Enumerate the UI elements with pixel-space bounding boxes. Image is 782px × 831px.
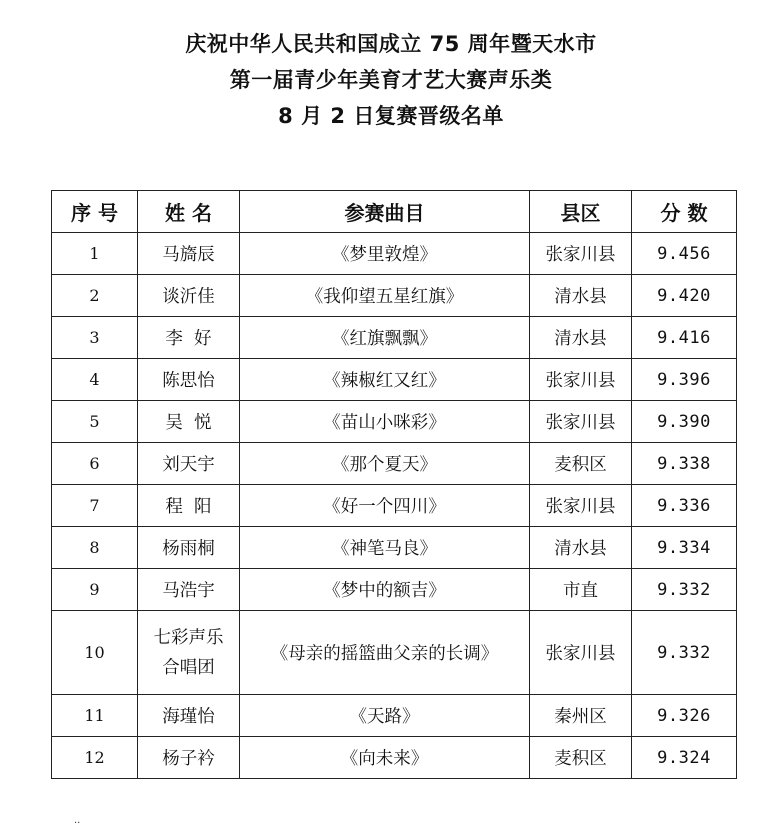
cell-name: 杨雨桐 [138, 527, 240, 569]
cell-number: 10 [52, 611, 138, 695]
cell-song: 《神笔马良》 [240, 527, 530, 569]
cell-song: 《梦中的额吉》 [240, 569, 530, 611]
cell-score: 9.396 [632, 359, 737, 401]
cell-number: 12 [52, 737, 138, 779]
table-row [52, 401, 737, 443]
cell-number: 3 [52, 317, 138, 359]
cell-district: 张家川县 [530, 485, 632, 527]
cell-name: 李 好 [138, 317, 240, 359]
cell-name: 谈沂佳 [138, 275, 240, 317]
header-number: 序 号 [52, 191, 138, 233]
cell-name: 吴 悦 [138, 401, 240, 443]
table-row [52, 275, 737, 317]
cell-name-line-1: 七彩声乐 [153, 627, 224, 648]
cell-score: 9.324 [632, 737, 737, 779]
cell-song: 《辣椒红又红》 [240, 359, 530, 401]
cell-score: 9.390 [632, 401, 737, 443]
cell-song: 《梦里敦煌》 [240, 233, 530, 275]
table-row [52, 359, 737, 401]
table-row [52, 527, 737, 569]
cell-district: 清水县 [530, 317, 632, 359]
cell-district: 市直 [530, 569, 632, 611]
cell-score: 9.332 [632, 569, 737, 611]
cell-score: 9.334 [632, 527, 737, 569]
cell-score: 9.416 [632, 317, 737, 359]
table-row [52, 443, 737, 485]
table-row [52, 569, 737, 611]
table-row [52, 485, 737, 527]
cell-song: 《红旗飘飘》 [240, 317, 530, 359]
cell-name-line-2: 合唱团 [162, 657, 215, 678]
cell-song: 《苗山小咪彩》 [240, 401, 530, 443]
footer-mark: ·· [74, 818, 81, 829]
header-song: 参赛曲目 [240, 191, 530, 233]
cell-song: 《母亲的摇篮曲父亲的长调》 [240, 611, 530, 695]
header-name: 姓 名 [138, 191, 240, 233]
cell-district: 秦州区 [530, 695, 632, 737]
cell-number: 1 [52, 233, 138, 275]
cell-number: 8 [52, 527, 138, 569]
table-header-row [52, 191, 737, 233]
cell-district: 清水县 [530, 275, 632, 317]
table-row [52, 233, 737, 275]
cell-name: 海瑾怡 [138, 695, 240, 737]
header-score: 分 数 [632, 191, 737, 233]
cell-score: 9.338 [632, 443, 737, 485]
cell-district: 张家川县 [530, 359, 632, 401]
title-line-2: 第一届青少年美育才艺大赛声乐类 [229, 68, 553, 92]
cell-district: 麦积区 [530, 737, 632, 779]
cell-score: 9.456 [632, 233, 737, 275]
cell-name: 马浩宇 [138, 569, 240, 611]
cell-song: 《天路》 [240, 695, 530, 737]
header-district: 县区 [530, 191, 632, 233]
cell-score: 9.336 [632, 485, 737, 527]
cell-number: 7 [52, 485, 138, 527]
cell-number: 5 [52, 401, 138, 443]
cell-number: 2 [52, 275, 138, 317]
table-row [52, 611, 737, 695]
cell-song: 《我仰望五星红旗》 [240, 275, 530, 317]
cell-name: 程 阳 [138, 485, 240, 527]
cell-score: 9.326 [632, 695, 737, 737]
cell-score: 9.420 [632, 275, 737, 317]
cell-district: 清水县 [530, 527, 632, 569]
cell-song: 《好一个四川》 [240, 485, 530, 527]
table-row [52, 737, 737, 779]
cell-number: 11 [52, 695, 138, 737]
cell-district: 张家川县 [530, 611, 632, 695]
cell-district: 麦积区 [530, 443, 632, 485]
results-table [51, 190, 737, 779]
cell-number: 6 [52, 443, 138, 485]
table-row [52, 695, 737, 737]
cell-song: 《向未来》 [240, 737, 530, 779]
cell-score: 9.332 [632, 611, 737, 695]
document-title [0, 26, 782, 134]
title-line-1: 庆祝中华人民共和国成立 75 周年暨天水市 [185, 32, 597, 56]
cell-name: 陈思怡 [138, 359, 240, 401]
title-line-3: 8 月 2 日复赛晋级名单 [278, 104, 504, 128]
cell-name: 杨子衿 [138, 737, 240, 779]
cell-district: 张家川县 [530, 233, 632, 275]
cell-number: 9 [52, 569, 138, 611]
cell-name: 刘天宇 [138, 443, 240, 485]
cell-song: 《那个夏天》 [240, 443, 530, 485]
table-row [52, 317, 737, 359]
cell-number: 4 [52, 359, 138, 401]
cell-district: 张家川县 [530, 401, 632, 443]
cell-name: 马旖辰 [138, 233, 240, 275]
cell-name [138, 611, 240, 695]
